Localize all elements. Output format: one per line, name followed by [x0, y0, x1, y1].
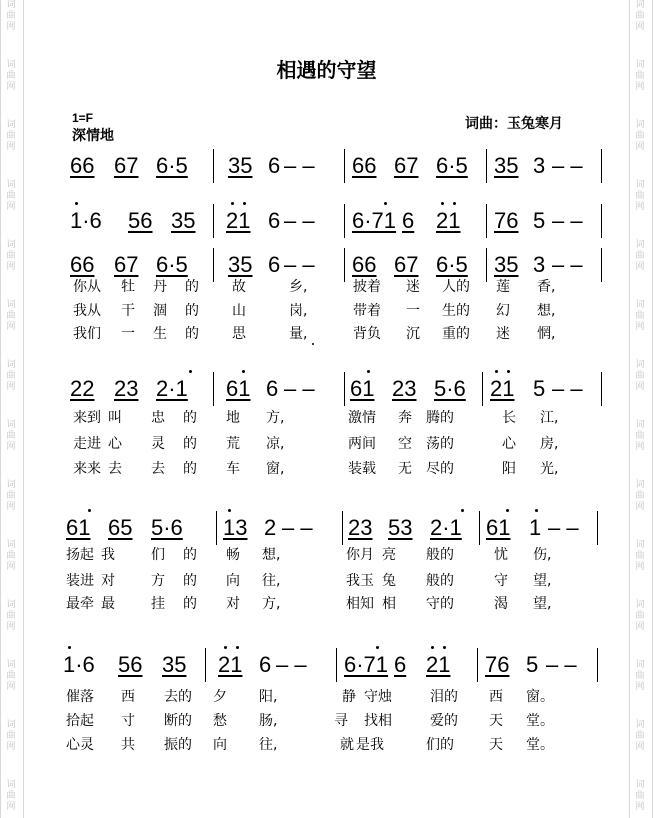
- note-group: 67: [114, 252, 139, 277]
- note-group: 23: [392, 376, 417, 401]
- note: 6: [259, 652, 272, 677]
- lyric-syllable: 守的: [426, 596, 454, 612]
- watermark-text: 词 曲 网: [635, 180, 645, 212]
- note-group: 67: [394, 252, 419, 277]
- lyric-syllable: 守: [494, 573, 508, 589]
- note: 3: [533, 252, 546, 277]
- lyric-line-6: [0, 460, 653, 480]
- lyric-syllable: 人的: [442, 279, 470, 295]
- note-group: 21: [426, 652, 451, 677]
- lyric-syllable: 的: [183, 461, 197, 477]
- notation-staff-2: [0, 208, 653, 248]
- note-group: 21: [226, 208, 251, 233]
- lyric-syllable: 装载: [348, 461, 376, 477]
- note-group: 1·6: [63, 652, 95, 677]
- lyric-syllable: 惘,: [537, 326, 556, 342]
- octave-dot: [441, 202, 444, 205]
- lyric-syllable: 去: [151, 461, 165, 477]
- lyric-syllable: 车: [226, 461, 240, 477]
- lyric-syllable: 心灵: [66, 737, 94, 753]
- lyric-syllable: 西: [489, 689, 503, 705]
- barline: [213, 248, 214, 282]
- lyric-syllable: 两间: [348, 436, 376, 452]
- octave-dot: [535, 509, 538, 512]
- note-group: 76: [494, 208, 519, 233]
- note-group: 6: [394, 652, 407, 677]
- lyric-syllable: 重的: [442, 326, 470, 342]
- octave-dot: [376, 646, 379, 649]
- note-group: 66: [70, 252, 95, 277]
- watermark-text: 词 曲 网: [6, 600, 16, 632]
- octave-dot: [506, 509, 509, 512]
- extension-dashes: – –: [282, 515, 313, 540]
- lyric-syllable: 就: [340, 737, 354, 753]
- note-group: 56: [118, 652, 143, 677]
- lyric-syllable: 窗。: [526, 689, 554, 705]
- lyric-syllable: 干: [121, 303, 135, 319]
- note-group: 13: [223, 515, 248, 540]
- barline: [477, 648, 478, 682]
- extension-dashes: – –: [284, 208, 315, 233]
- lyric-syllable: 空: [398, 436, 412, 452]
- lyric-syllable: 夕: [213, 689, 227, 705]
- lyric-syllable: 去的: [164, 689, 192, 705]
- lyric-syllable: 堂。: [526, 713, 554, 729]
- octave-dot: [495, 370, 498, 373]
- barline: [213, 372, 214, 406]
- lyric-syllable: 寻: [334, 713, 348, 729]
- watermark-text: 词 曲 网: [6, 780, 16, 812]
- watermark-text: 词 曲 网: [6, 660, 16, 692]
- extension-dashes: – –: [276, 652, 307, 677]
- key-signature: 1=F: [72, 111, 94, 125]
- note: 5: [526, 652, 539, 677]
- barline: [482, 372, 483, 406]
- lyric-syllable: 的: [183, 547, 197, 563]
- note-group: 35: [494, 252, 519, 277]
- lyric-syllable: 迷: [496, 326, 510, 342]
- lyric-line-9: [0, 595, 653, 615]
- lyric-syllable: 一: [406, 303, 420, 319]
- watermark-text: 词 曲 网: [635, 60, 645, 92]
- note-group: 23: [348, 515, 373, 540]
- barline: [205, 648, 206, 682]
- lyric-syllable: 阳,: [259, 689, 278, 705]
- lyric-syllable: 方,: [262, 596, 281, 612]
- lyric-syllable: 方,: [266, 410, 285, 426]
- lyric-syllable: 亮: [382, 547, 396, 563]
- lyric-syllable: 去: [108, 461, 122, 477]
- barline: [213, 204, 214, 238]
- lyric-syllable: 寸: [121, 713, 135, 729]
- note-group: 6·5: [156, 153, 188, 178]
- barline: [479, 511, 480, 545]
- octave-dot: [243, 202, 246, 205]
- lyric-line-1: [0, 278, 653, 298]
- lyric-syllable: 一: [121, 326, 135, 342]
- lyric-line-11: [0, 712, 653, 732]
- lyric-syllable: 我: [101, 547, 115, 563]
- watermark-text: 词 曲 网: [6, 60, 16, 92]
- lyric-syllable: 你从: [73, 279, 101, 295]
- watermark-text: 词 曲 网: [6, 360, 16, 392]
- note-group: 6: [402, 208, 415, 233]
- lyric-syllable: 故: [232, 279, 246, 295]
- octave-dot: [242, 370, 245, 373]
- lyric-syllable: 江,: [540, 410, 559, 426]
- octave-dot: [75, 202, 78, 205]
- lyric-line-10: [0, 688, 653, 708]
- note-group: 61: [486, 515, 511, 540]
- lyric-syllable: 的: [185, 279, 199, 295]
- barline: [344, 248, 345, 282]
- lyric-syllable: 房,: [540, 436, 559, 452]
- barline: [486, 248, 487, 282]
- octave-dot: [507, 370, 510, 373]
- note-group: 21: [218, 652, 243, 677]
- note-group: 22: [70, 376, 95, 401]
- watermark-text: 词 曲 网: [6, 0, 16, 32]
- barline: [601, 372, 602, 406]
- note: 6: [268, 208, 281, 233]
- barline: [597, 648, 598, 682]
- extension-dashes: – –: [284, 252, 315, 277]
- extension-dashes: – –: [552, 376, 583, 401]
- lyric-syllable: 背负: [353, 326, 381, 342]
- watermark-text: 词 曲 网: [6, 720, 16, 752]
- lyric-syllable: 往,: [259, 737, 278, 753]
- barline: [597, 511, 598, 545]
- note: 5: [533, 208, 546, 233]
- lyric-syllable: 心: [108, 436, 122, 452]
- lyric-syllable: 激情: [348, 410, 376, 426]
- lyric-syllable: 叫: [108, 410, 122, 426]
- lyric-line-3: [0, 325, 653, 345]
- lyric-syllable: 挂: [151, 596, 165, 612]
- lyric-syllable: 迷: [406, 279, 420, 295]
- lyric-syllable: 长: [502, 410, 516, 426]
- lyric-syllable: 莲: [496, 279, 510, 295]
- lyric-syllable: 往,: [262, 573, 281, 589]
- lyric-syllable: 窗,: [266, 461, 285, 477]
- barline: [344, 372, 345, 406]
- lyric-syllable: 的: [185, 303, 199, 319]
- lyric-syllable: 无: [398, 461, 412, 477]
- lyric-syllable: 振的: [164, 737, 192, 753]
- watermark-text: 词 曲 网: [6, 540, 16, 572]
- lyric-syllable: 带着: [353, 303, 381, 319]
- note-group: 66: [352, 153, 377, 178]
- octave-dot: [228, 509, 231, 512]
- watermark-text: 词 曲 网: [635, 720, 645, 752]
- lyric-syllable: 阳: [502, 461, 516, 477]
- note-group: 1·6: [70, 208, 102, 233]
- lyric-syllable: 天: [489, 737, 503, 753]
- note-group: 5·6: [434, 376, 466, 401]
- barline: [336, 648, 337, 682]
- note-group: 6·5: [436, 153, 468, 178]
- octave-dot: [367, 370, 370, 373]
- lyric-syllable: 西: [121, 689, 135, 705]
- watermark-text: 词 曲 网: [6, 420, 16, 452]
- barline: [342, 511, 343, 545]
- lyric-syllable: 你月: [346, 547, 374, 563]
- note-group: 2·1: [430, 515, 462, 540]
- watermark-text: 词 曲 网: [6, 120, 16, 152]
- note-group: 61: [350, 376, 375, 401]
- note-group: 66: [70, 153, 95, 178]
- lyric-syllable: 找相: [364, 713, 392, 729]
- lyric-syllable: 守烛: [364, 689, 392, 705]
- octave-dot: [236, 646, 239, 649]
- lyric-syllable: 丹: [153, 279, 167, 295]
- lyric-syllable: 岗,: [289, 303, 308, 319]
- lyric-syllable: 堂。: [526, 737, 554, 753]
- barline: [213, 149, 214, 183]
- lyric-syllable: 奔: [398, 410, 412, 426]
- note-group: 61: [66, 515, 91, 540]
- lyric-syllable: 思: [232, 326, 246, 342]
- octave-dot: [443, 646, 446, 649]
- note-group: 35: [162, 652, 187, 677]
- octave-dot: [68, 646, 71, 649]
- lyric-syllable: 兔: [382, 573, 396, 589]
- lyric-syllable: 的: [183, 410, 197, 426]
- lyric-syllable: 向: [213, 737, 227, 753]
- lyric-syllable: 凉,: [266, 436, 285, 452]
- note-group: 67: [394, 153, 419, 178]
- lyric-syllable: 共: [121, 737, 135, 753]
- lyric-syllable: 来来: [73, 461, 101, 477]
- note-group: 35: [494, 153, 519, 178]
- credit-line: 词曲：玉兔寒月: [465, 116, 563, 132]
- barline: [486, 204, 487, 238]
- note-group: 67: [114, 153, 139, 178]
- lyric-syllable: 般的: [426, 573, 454, 589]
- barline: [601, 149, 602, 183]
- note: 2: [264, 515, 277, 540]
- lyric-syllable: 涸: [153, 303, 167, 319]
- song-title: 相遇的守望: [276, 58, 377, 82]
- note-group: 21: [490, 376, 515, 401]
- lyric-syllable: 畅: [226, 547, 240, 563]
- lyric-syllable: 幻: [496, 303, 510, 319]
- barline: [344, 149, 345, 183]
- lyric-syllable: 忠: [151, 410, 165, 426]
- notation-staff-1: [0, 153, 653, 193]
- watermark-text: 词 曲 网: [6, 300, 16, 332]
- lyric-syllable: 愁: [213, 713, 227, 729]
- extension-dashes: – –: [546, 652, 577, 677]
- note-group: 53: [388, 515, 413, 540]
- lyric-syllable: 荡的: [426, 436, 454, 452]
- watermark-text: 词 曲 网: [635, 780, 645, 812]
- lyric-syllable: 向: [226, 573, 240, 589]
- note: 5: [533, 376, 546, 401]
- octave-dot: [88, 509, 91, 512]
- lyric-syllable: 腾的: [426, 410, 454, 426]
- octave-dot: [461, 509, 464, 512]
- note: 1: [529, 515, 542, 540]
- note-group: 6·5: [156, 252, 188, 277]
- stray-dot: [312, 343, 314, 345]
- lyric-syllable: 心: [502, 436, 516, 452]
- lyric-syllable: 荒: [226, 436, 240, 452]
- lyric-syllable: 相知: [346, 596, 374, 612]
- octave-dot: [224, 646, 227, 649]
- note-group: 66: [352, 252, 377, 277]
- lyric-syllable: 拾起: [66, 713, 94, 729]
- extension-dashes: – –: [548, 515, 579, 540]
- lyric-syllable: 是我: [356, 737, 384, 753]
- note: 6: [268, 153, 281, 178]
- lyric-syllable: 们的: [426, 737, 454, 753]
- lyric-syllable: 爱的: [430, 713, 458, 729]
- lyric-syllable: 般的: [426, 547, 454, 563]
- lyric-syllable: 对: [101, 573, 115, 589]
- lyric-syllable: 尽的: [426, 461, 454, 477]
- lyric-syllable: 最: [101, 596, 115, 612]
- note-group: 35: [171, 208, 196, 233]
- watermark-text: 词 曲 网: [6, 180, 16, 212]
- lyric-syllable: 的: [185, 326, 199, 342]
- octave-dot: [231, 202, 234, 205]
- note-group: 35: [228, 252, 253, 277]
- lyric-syllable: 地: [226, 410, 240, 426]
- barline: [344, 204, 345, 238]
- lyric-syllable: 对: [226, 596, 240, 612]
- lyric-syllable: 走进: [73, 436, 101, 452]
- note-group: 56: [128, 208, 153, 233]
- watermark-text: 词 曲 网: [635, 540, 645, 572]
- lyric-syllable: 的: [183, 573, 197, 589]
- watermark-text: 词 曲 网: [635, 300, 645, 332]
- lyric-syllable: 我从: [73, 303, 101, 319]
- barline: [486, 149, 487, 183]
- note-group: 76: [485, 652, 510, 677]
- lyric-syllable: 灵: [151, 436, 165, 452]
- watermark-text: 词 曲 网: [6, 480, 16, 512]
- watermark-text: 词 曲 网: [635, 240, 645, 272]
- lyric-syllable: 乡,: [289, 279, 308, 295]
- lyric-syllable: 们: [151, 547, 165, 563]
- note-group: 23: [114, 376, 139, 401]
- lyric-syllable: 方: [151, 573, 165, 589]
- watermark-text: 词 曲 网: [635, 120, 645, 152]
- barline: [601, 204, 602, 238]
- barline: [601, 248, 602, 282]
- lyric-syllable: 断的: [164, 713, 192, 729]
- note-group: 6·71: [344, 652, 389, 677]
- lyric-syllable: 想,: [537, 303, 556, 319]
- lyric-syllable: 天: [489, 713, 503, 729]
- lyric-line-12: [0, 736, 653, 756]
- barline: [216, 511, 217, 545]
- lyric-syllable: 催落: [66, 689, 94, 705]
- octave-dot: [189, 370, 192, 373]
- extension-dashes: – –: [552, 252, 583, 277]
- lyric-syllable: 装进: [66, 573, 94, 589]
- octave-dot: [384, 202, 387, 205]
- lyric-syllable: 生的: [442, 303, 470, 319]
- tempo-marking: 深情地: [72, 128, 114, 144]
- lyric-syllable: 最牵: [66, 596, 94, 612]
- lyric-syllable: 肠,: [259, 713, 278, 729]
- note-group: 2·1: [156, 376, 188, 401]
- extension-dashes: – –: [284, 153, 315, 178]
- note-group: 61: [226, 376, 251, 401]
- lyric-syllable: 我们: [73, 326, 101, 342]
- lyric-syllable: 想,: [262, 547, 281, 563]
- watermark-text: 词 曲 网: [635, 0, 645, 32]
- lyric-syllable: 的: [183, 436, 197, 452]
- watermark-text: 词 曲 网: [635, 660, 645, 692]
- lyric-syllable: 来到: [73, 410, 101, 426]
- watermark-text: 词 曲 网: [635, 600, 645, 632]
- lyric-syllable: 披着: [353, 279, 381, 295]
- lyric-syllable: 扬起: [66, 547, 94, 563]
- lyric-syllable: 望,: [533, 573, 552, 589]
- note-group: 21: [436, 208, 461, 233]
- note-group: 6·5: [436, 252, 468, 277]
- lyric-line-7: [0, 546, 653, 566]
- extension-dashes: – –: [552, 153, 583, 178]
- lyric-syllable: 香,: [537, 279, 556, 295]
- lyric-syllable: 山: [232, 303, 246, 319]
- lyric-syllable: 泪的: [430, 689, 458, 705]
- note-group: 5·6: [151, 515, 183, 540]
- lyric-syllable: 生: [153, 326, 167, 342]
- note: 6: [266, 376, 279, 401]
- watermark-text: 词 曲 网: [635, 360, 645, 392]
- lyric-syllable: 光,: [540, 461, 559, 477]
- lyric-syllable: 忧: [494, 547, 508, 563]
- lyric-syllable: 望,: [533, 596, 552, 612]
- lyric-syllable: 伤,: [533, 547, 552, 563]
- lyric-syllable: 量,: [289, 326, 308, 342]
- watermark-text: 词 曲 网: [635, 480, 645, 512]
- watermark-text: 词 曲 网: [635, 420, 645, 452]
- octave-dot: [453, 202, 456, 205]
- lyric-syllable: 渴: [494, 596, 508, 612]
- lyric-syllable: 的: [183, 596, 197, 612]
- lyric-line-2: [0, 302, 653, 322]
- lyric-syllable: 我玉: [346, 573, 374, 589]
- lyric-syllable: 牡: [121, 279, 135, 295]
- note-group: 65: [108, 515, 133, 540]
- lyric-syllable: 静: [342, 689, 356, 705]
- lyric-syllable: 相: [382, 596, 396, 612]
- note-group: 6·71: [352, 208, 397, 233]
- note: 3: [533, 153, 546, 178]
- extension-dashes: – –: [552, 208, 583, 233]
- note: 6: [268, 252, 281, 277]
- lyric-line-5: [0, 435, 653, 455]
- extension-dashes: – –: [284, 376, 315, 401]
- octave-dot: [431, 646, 434, 649]
- notation-staff-6: [0, 652, 653, 692]
- lyric-line-8: [0, 572, 653, 592]
- note-group: 35: [228, 153, 253, 178]
- lyric-line-4: [0, 409, 653, 429]
- watermark-text: 词 曲 网: [6, 240, 16, 272]
- lyric-syllable: 沉: [406, 326, 420, 342]
